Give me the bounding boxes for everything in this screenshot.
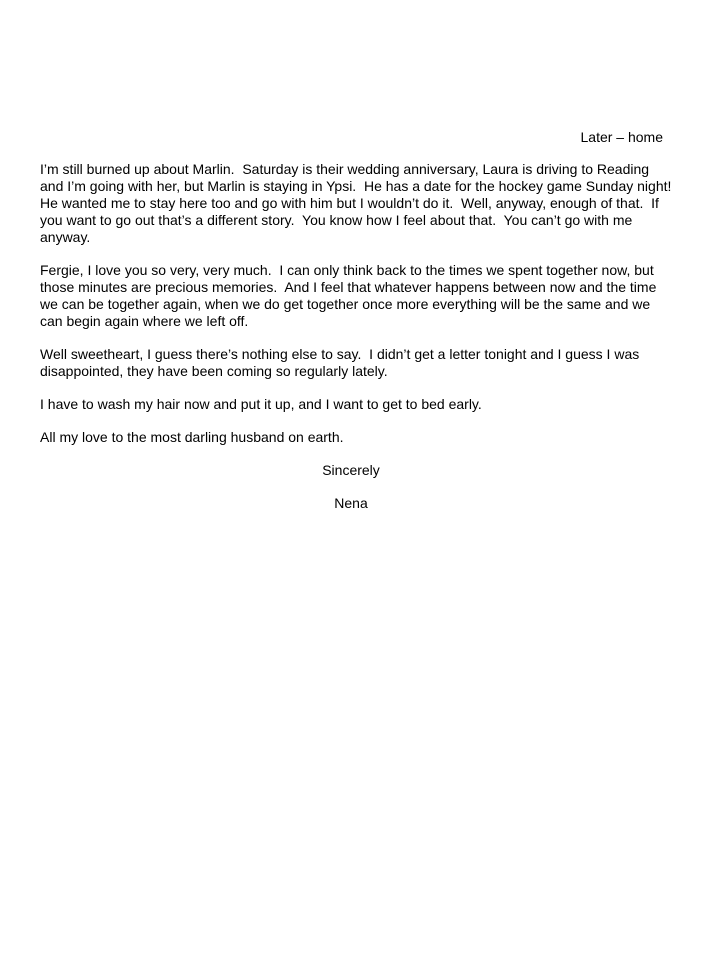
paragraph-2: Fergie, I love you so very, very much. I can only think back to the times we spent together now, but those minutes are precious memories. And I feel that whatever happens between now and the time we can be together again, when we do get together once more everything will be the same and we can begin again where we left off. — [40, 262, 661, 329]
letter-closing-block — [40, 462, 662, 512]
paragraph-1: I’m still burned up about Marlin. Saturday is their wedding anniversary, Laura is driving to Reading and I’m going with her, but Marlin is staying in Ypsi. He has a date for the hockey game Sunday night! He wanted me to stay here too and go with him but I wouldn’t do it. Well, anyway, enough of that. If you want to go out that’s a different story. You know how I feel about that. You can’t go with me anyway. — [40, 161, 680, 245]
paragraph-5: All my love to the most darling husband on earth. — [40, 429, 344, 445]
letter-dateline: Later – home — [580, 129, 663, 145]
paragraph-3: Well sweetheart, I guess there’s nothing else to say. I didn’t get a letter tonight and I guess I was disappointed, they have been coming so regularly lately. — [40, 346, 644, 379]
paragraph-4: I have to wash my hair now and put it up, and I want to get to bed early. — [40, 396, 482, 412]
letter-closing: Sincerely — [322, 462, 380, 478]
letter-signature: Nena — [334, 495, 368, 511]
letter-body — [40, 161, 680, 528]
